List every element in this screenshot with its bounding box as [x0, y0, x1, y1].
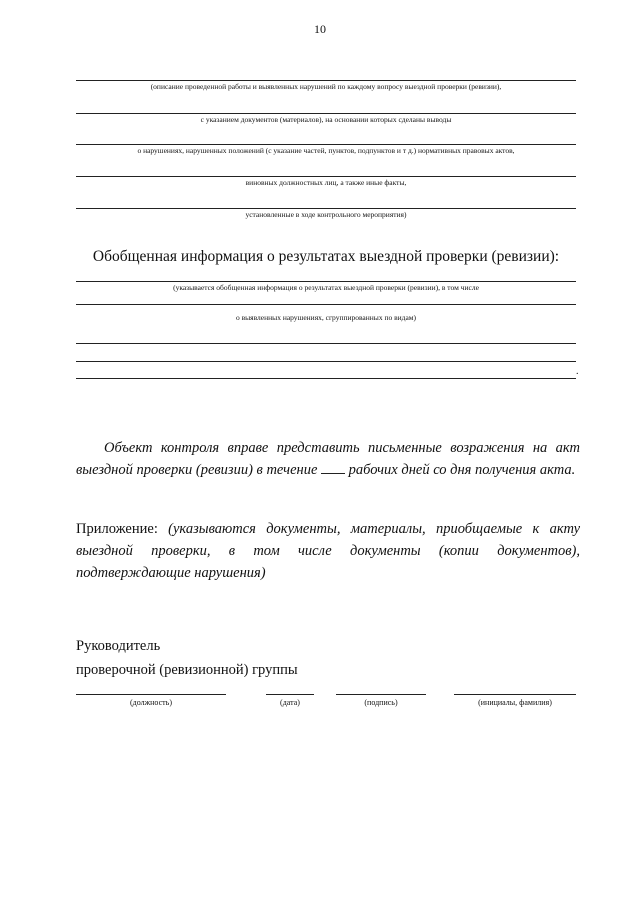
appendix-label: Приложение:: [76, 521, 158, 537]
caption-description: (описание проведенной работы и выявленных нарушений по каждому вопросу выездной проверки (ревизии),: [150, 82, 502, 91]
caption-date: (дата): [280, 698, 300, 707]
days-blank[interactable]: [321, 461, 345, 474]
initials-line: [454, 694, 576, 695]
signatory-role-line1: Руководитель: [76, 638, 161, 654]
objection-text-before: Объект контроля вправе представить письменные возражения на акт выездной проверки (ревизии) в течение: [76, 440, 580, 478]
fill-line: [76, 378, 576, 379]
fill-line: [76, 281, 576, 282]
caption-signature: (подпись): [364, 698, 398, 707]
page-number: 10: [314, 22, 326, 36]
signatory-role-line2: проверочной (ревизионной) группы: [76, 662, 298, 678]
objection-text-after: рабочих дней со дня получения акта.: [348, 462, 576, 478]
caption-violations: о нарушениях, нарушенных положений (с указание частей, пунктов, подпунктов и т д.) нормативных правовых актов,: [137, 146, 515, 155]
caption-grouped: о выявленных нарушениях, сгруппированных по видам): [235, 313, 417, 322]
fill-line: [76, 113, 576, 114]
caption-position: (должность): [130, 698, 172, 707]
fill-line: [76, 304, 576, 305]
date-line: [266, 694, 314, 695]
caption-documents: с указанием документов (материалов), на основании которых сделаны выводы: [200, 115, 452, 124]
fill-line: [76, 144, 576, 145]
appendix-text: (указываются документы, материалы, приобщаемые к акту выездной проверки, в том числе документы (копии документов), подтверждающие нарушения): [76, 521, 581, 581]
fill-line: [76, 361, 576, 362]
appendix-paragraph: [76, 518, 580, 584]
end-mark: .: [576, 366, 579, 377]
fill-line: [76, 343, 576, 344]
objection-paragraph: [76, 437, 580, 481]
signature-line: [336, 694, 426, 695]
section-heading: Обобщенная информация о результатах выездной проверки (ревизии):: [92, 248, 560, 265]
fill-line: [76, 80, 576, 81]
caption-summary: (указывается обобщенная информация о результатах выездной проверки (ревизии), в том числе: [173, 283, 479, 292]
fill-line: [76, 208, 576, 209]
caption-initials: (инициалы, фамилия): [478, 698, 552, 707]
fill-line: [76, 176, 576, 177]
caption-established: установленные в ходе контрольного мероприятия): [245, 210, 407, 219]
caption-officials: виновных должностных лиц, а также иные факты,: [245, 178, 407, 187]
position-line: [76, 694, 226, 695]
